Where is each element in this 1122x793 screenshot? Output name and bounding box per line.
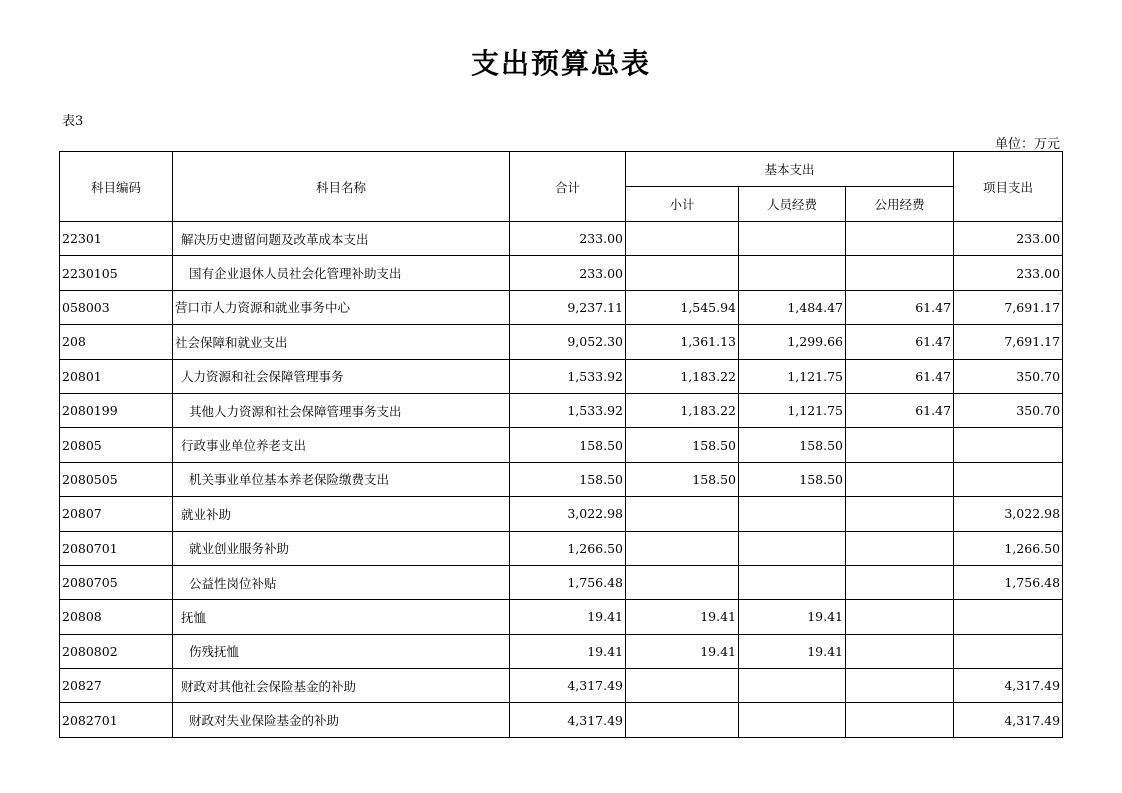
cell-personnel: 19.41 (739, 634, 846, 668)
cell-subtotal: 19.41 (626, 634, 739, 668)
header-public: 公用经费 (846, 187, 954, 222)
header-project: 项目支出 (954, 152, 1063, 222)
cell-total: 3,022.98 (510, 497, 626, 531)
cell-subtotal: 1,545.94 (626, 290, 739, 324)
cell-total: 19.41 (510, 600, 626, 634)
header-subtotal: 小计 (626, 187, 739, 222)
cell-name: 其他人力资源和社会保障管理事务支出 (173, 393, 510, 427)
cell-public (846, 565, 954, 599)
cell-name: 财政对失业保险基金的补助 (173, 703, 510, 737)
cell-project: 233.00 (954, 222, 1063, 256)
table-row (60, 462, 1063, 496)
cell-public (846, 222, 954, 256)
cell-public (846, 256, 954, 290)
cell-code: 2230105 (60, 256, 173, 290)
table-row (60, 703, 1063, 737)
cell-total: 158.50 (510, 428, 626, 462)
cell-personnel (739, 497, 846, 531)
cell-project: 350.70 (954, 359, 1063, 393)
cell-total: 1,533.92 (510, 393, 626, 427)
cell-subtotal: 158.50 (626, 428, 739, 462)
cell-total: 9,237.11 (510, 290, 626, 324)
cell-code: 208 (60, 325, 173, 359)
header-basic: 基本支出 (626, 152, 954, 187)
cell-project: 1,266.50 (954, 531, 1063, 565)
cell-public (846, 497, 954, 531)
cell-personnel: 1,299.66 (739, 325, 846, 359)
table-row (60, 531, 1063, 565)
cell-personnel (739, 256, 846, 290)
cell-subtotal (626, 222, 739, 256)
cell-public (846, 531, 954, 565)
cell-project (954, 600, 1063, 634)
cell-total: 1,533.92 (510, 359, 626, 393)
table-row (60, 565, 1063, 599)
cell-personnel: 158.50 (739, 462, 846, 496)
cell-public (846, 669, 954, 703)
cell-personnel (739, 565, 846, 599)
cell-personnel (739, 222, 846, 256)
table-row (60, 359, 1063, 393)
cell-project: 350.70 (954, 393, 1063, 427)
cell-total: 233.00 (510, 222, 626, 256)
cell-subtotal (626, 497, 739, 531)
table-row (60, 428, 1063, 462)
cell-name: 抚恤 (173, 600, 510, 634)
cell-project: 7,691.17 (954, 325, 1063, 359)
cell-project: 1,756.48 (954, 565, 1063, 599)
cell-total: 4,317.49 (510, 669, 626, 703)
table-number: 表3 (62, 114, 84, 129)
cell-name: 伤残抚恤 (173, 634, 510, 668)
table-body (60, 222, 1063, 738)
table-row (60, 669, 1063, 703)
cell-code: 2080705 (60, 565, 173, 599)
cell-personnel (739, 669, 846, 703)
cell-personnel (739, 703, 846, 737)
cell-code: 2080505 (60, 462, 173, 496)
table-row (60, 600, 1063, 634)
cell-project (954, 462, 1063, 496)
cell-subtotal (626, 256, 739, 290)
cell-code: 2080199 (60, 393, 173, 427)
cell-subtotal: 1,183.22 (626, 393, 739, 427)
cell-public: 61.47 (846, 325, 954, 359)
page-title: 支出预算总表 (470, 47, 651, 80)
cell-subtotal (626, 669, 739, 703)
cell-name: 就业创业服务补助 (173, 531, 510, 565)
table-row (60, 393, 1063, 427)
cell-public (846, 462, 954, 496)
cell-personnel (739, 531, 846, 565)
budget-table (59, 151, 1063, 738)
cell-total: 9,052.30 (510, 325, 626, 359)
header-total: 合计 (510, 152, 626, 222)
cell-code: 20827 (60, 669, 173, 703)
cell-name: 人力资源和社会保障管理事务 (173, 359, 510, 393)
cell-code: 20808 (60, 600, 173, 634)
cell-code: 20805 (60, 428, 173, 462)
header-code: 科目编码 (60, 152, 173, 222)
cell-public: 61.47 (846, 393, 954, 427)
table-row (60, 497, 1063, 531)
cell-public (846, 703, 954, 737)
cell-project: 4,317.49 (954, 703, 1063, 737)
cell-total: 158.50 (510, 462, 626, 496)
cell-personnel: 19.41 (739, 600, 846, 634)
cell-total: 1,756.48 (510, 565, 626, 599)
cell-project (954, 428, 1063, 462)
cell-total: 19.41 (510, 634, 626, 668)
cell-project: 3,022.98 (954, 497, 1063, 531)
cell-subtotal: 19.41 (626, 600, 739, 634)
cell-project: 233.00 (954, 256, 1063, 290)
cell-public: 61.47 (846, 290, 954, 324)
table-row (60, 290, 1063, 324)
cell-subtotal (626, 531, 739, 565)
cell-name: 社会保障和就业支出 (173, 325, 510, 359)
table-row (60, 222, 1063, 256)
cell-code: 058003 (60, 290, 173, 324)
cell-name: 解决历史遗留问题及改革成本支出 (173, 222, 510, 256)
cell-subtotal: 1,183.22 (626, 359, 739, 393)
header-personnel: 人员经费 (739, 187, 846, 222)
cell-subtotal: 158.50 (626, 462, 739, 496)
cell-public (846, 428, 954, 462)
cell-code: 22301 (60, 222, 173, 256)
table-header (60, 152, 1063, 222)
cell-project: 7,691.17 (954, 290, 1063, 324)
cell-project: 4,317.49 (954, 669, 1063, 703)
cell-subtotal: 1,361.13 (626, 325, 739, 359)
cell-total: 1,266.50 (510, 531, 626, 565)
cell-code: 2082701 (60, 703, 173, 737)
cell-code: 2080802 (60, 634, 173, 668)
cell-total: 4,317.49 (510, 703, 626, 737)
cell-name: 公益性岗位补贴 (173, 565, 510, 599)
cell-name: 机关事业单位基本养老保险缴费支出 (173, 462, 510, 496)
cell-name: 营口市人力资源和就业事务中心 (173, 290, 510, 324)
cell-public: 61.47 (846, 359, 954, 393)
cell-personnel: 1,121.75 (739, 393, 846, 427)
cell-project (954, 634, 1063, 668)
cell-code: 20807 (60, 497, 173, 531)
table-row (60, 325, 1063, 359)
cell-subtotal (626, 565, 739, 599)
cell-public (846, 634, 954, 668)
cell-name: 就业补助 (173, 497, 510, 531)
cell-total: 233.00 (510, 256, 626, 290)
unit-label: 单位：万元 (994, 137, 1060, 152)
cell-name: 财政对其他社会保险基金的补助 (173, 669, 510, 703)
cell-personnel: 158.50 (739, 428, 846, 462)
table-row (60, 634, 1063, 668)
cell-code: 2080701 (60, 531, 173, 565)
cell-public (846, 600, 954, 634)
cell-personnel: 1,484.47 (739, 290, 846, 324)
cell-name: 国有企业退休人员社会化管理补助支出 (173, 256, 510, 290)
cell-personnel: 1,121.75 (739, 359, 846, 393)
table-row (60, 256, 1063, 290)
cell-name: 行政事业单位养老支出 (173, 428, 510, 462)
cell-subtotal (626, 703, 739, 737)
cell-code: 20801 (60, 359, 173, 393)
header-name: 科目名称 (173, 152, 510, 222)
